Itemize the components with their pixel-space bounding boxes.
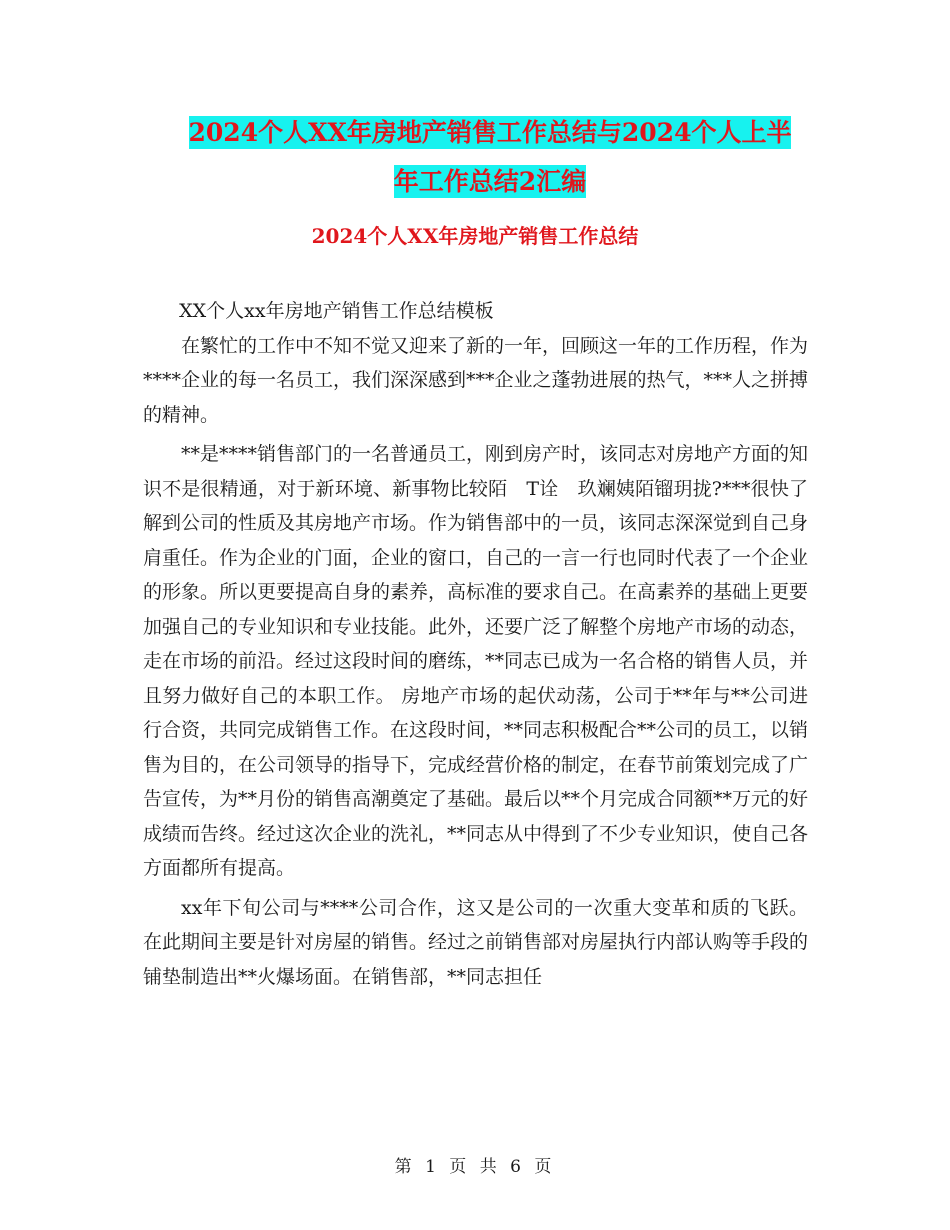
paragraph: **是****销售部门的一名普通员工，刚到房产时，该同志对房地产方面的知识不是很精通，对于新环境、新事物比较陌 T诠 玖斓姨陌镏玥拢?***很快了解到公司的性质及其房地产市场。作为销售部中的一员，该同志深深觉到自己身肩重任。作为企业的门面，企业的窗口，自己的一言一行也同时代表了一个企业的形象。所以更要提高自身的素养，高标准的要求自己。在高素养的基础上更要加强自己的专业知识和专业技能。此外，还要广泛了解整个房地产市场的动态，走在市场的前沿。经过这段时间的磨练，**同志已成为一名合格的销售人员，并且努力做好自己的本职工作。 房地产市场的起伏动荡，公司于**年与**公司进行合资，共同完成销售工作。在这段时间，**同志积极配合**公司的员工，以销售为目的，在公司领导的指导下，完成经营价格的制定，在春节前策划完成了广告宣传，为**月份的销售高潮奠定了基础。最后以**个月完成合同额**万元的好成绩而告终。经过这次企业的洗礼，**同志从中得到了不少专业知识，使自己各方面都所有提高。	[143, 443, 809, 879]
paragraph: 在繁忙的工作中不知不觉又迎来了新的一年，回顾这一年的工作历程，作为****企业的每一名员工，我们深深感到***企业之蓬勃进展的热气，***人之拼搏的精神。	[143, 334, 809, 426]
paragraph: XX个人xx年房地产销售工作总结模板	[179, 300, 494, 322]
document-title	[150, 108, 830, 206]
document-body	[143, 294, 808, 994]
section-title: 2024个人XX年房地产销售工作总结	[311, 224, 639, 248]
document-title-line2: 年工作总结2汇编	[393, 167, 587, 196]
page-number-footer: 第 1 页 共 6 页	[394, 1157, 556, 1177]
document-title-line1: 2024个人XX年房地产销售工作总结与2024个人上半	[188, 118, 792, 147]
paragraph: xx年下旬公司与****公司合作，这又是公司的一次重大变革和质的飞跃。在此期间主要是针对房屋的销售。经过之前销售部对房屋执行内部认购等手段的铺垫制造出**火爆场面。在销售部，**同志担任	[143, 896, 809, 988]
